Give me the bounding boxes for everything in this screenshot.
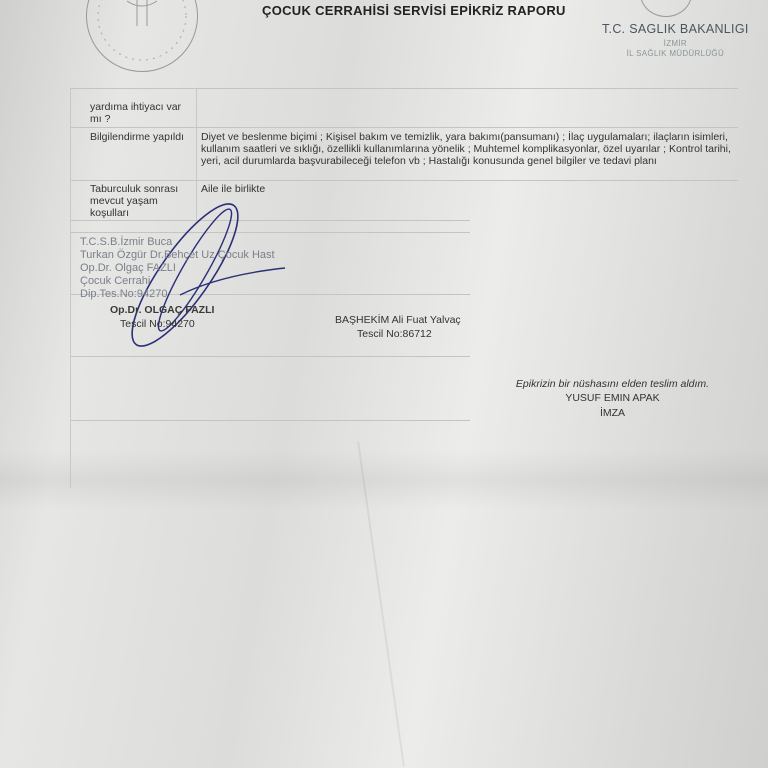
row-label-informed: Bilgilendirme yapıldı xyxy=(90,131,184,143)
chief-physician-registry: Tescil No:86712 xyxy=(357,328,432,340)
table-divider xyxy=(70,180,738,181)
stamp-line: Turkan Özgür Dr.Behçet Uz Çocuk Hast xyxy=(80,249,275,261)
doctor-name: Op.Dr. OLGAÇ FAZLI xyxy=(110,304,215,316)
table-divider xyxy=(70,420,470,421)
row-value-living-conditions: Aile ile birlikte xyxy=(201,183,266,195)
paper-fold-shadow xyxy=(0,450,768,510)
ministry-name: T.C. SAGLIK BAKANLIGI xyxy=(602,22,749,36)
ministry-directorate: İL SAĞLIK MÜDÜRLÜĞÜ xyxy=(626,49,725,58)
paper-fold-shadow xyxy=(357,441,405,766)
stamp-line: T.C.S.B.İzmir Buca xyxy=(80,236,173,248)
row-label-living-conditions: Taburculuk sonrası mevcut yaşam koşulları xyxy=(90,183,179,219)
ministry-city: İZMİR xyxy=(663,39,687,48)
ministry-block xyxy=(602,22,749,59)
report-title: ÇOCUK CERRAHİSİ SERVİSİ EPİKRİZ RAPORU xyxy=(262,3,566,18)
ministry-logo xyxy=(640,0,692,17)
doctor-registry: Tescil No:94270 xyxy=(120,318,195,330)
stamp-line: Op.Dr. Olgaç FAZLI xyxy=(80,262,176,274)
table-border xyxy=(70,88,71,488)
doctor-stamp xyxy=(80,236,275,301)
receipt-block xyxy=(495,378,730,419)
row-value-informed: Diyet ve beslenme biçimi ; Kişisel bakım ve temizlik, yara bakımı(pansumanı) ; İlaç uygulamaları; ilaçların isimleri, kullanım saatleri ve sıklığı, özellikli kullanımlarına yönelik ; Muhtemel komplikasyonlar, özel uyarılar ; Kontrol tarihi, yeri, acil durumlarda başvurabileceği telefon vb ; Hastalığı konusunda genel bilgiler ve tedavi planı xyxy=(201,131,731,167)
table-divider xyxy=(70,127,738,128)
left-emblem-seal xyxy=(86,0,198,72)
table-divider xyxy=(70,88,738,89)
receipt-statement: Epikrizin bir nüshasını elden teslim aldım. xyxy=(515,378,710,390)
stamp-line: Çocuk Cerrahi xyxy=(80,275,151,287)
row-label-help-needed: yardıma ihtiyacı var mı ? xyxy=(90,101,182,125)
receipt-recipient-name: YUSUF EMIN APAK xyxy=(565,392,660,404)
chief-physician-name: BAŞHEKİM Ali Fuat Yalvaç xyxy=(335,314,461,326)
stamp-line: Dip.Tes.No:94270 xyxy=(80,288,168,300)
receipt-signature-label: İMZA xyxy=(599,407,626,419)
